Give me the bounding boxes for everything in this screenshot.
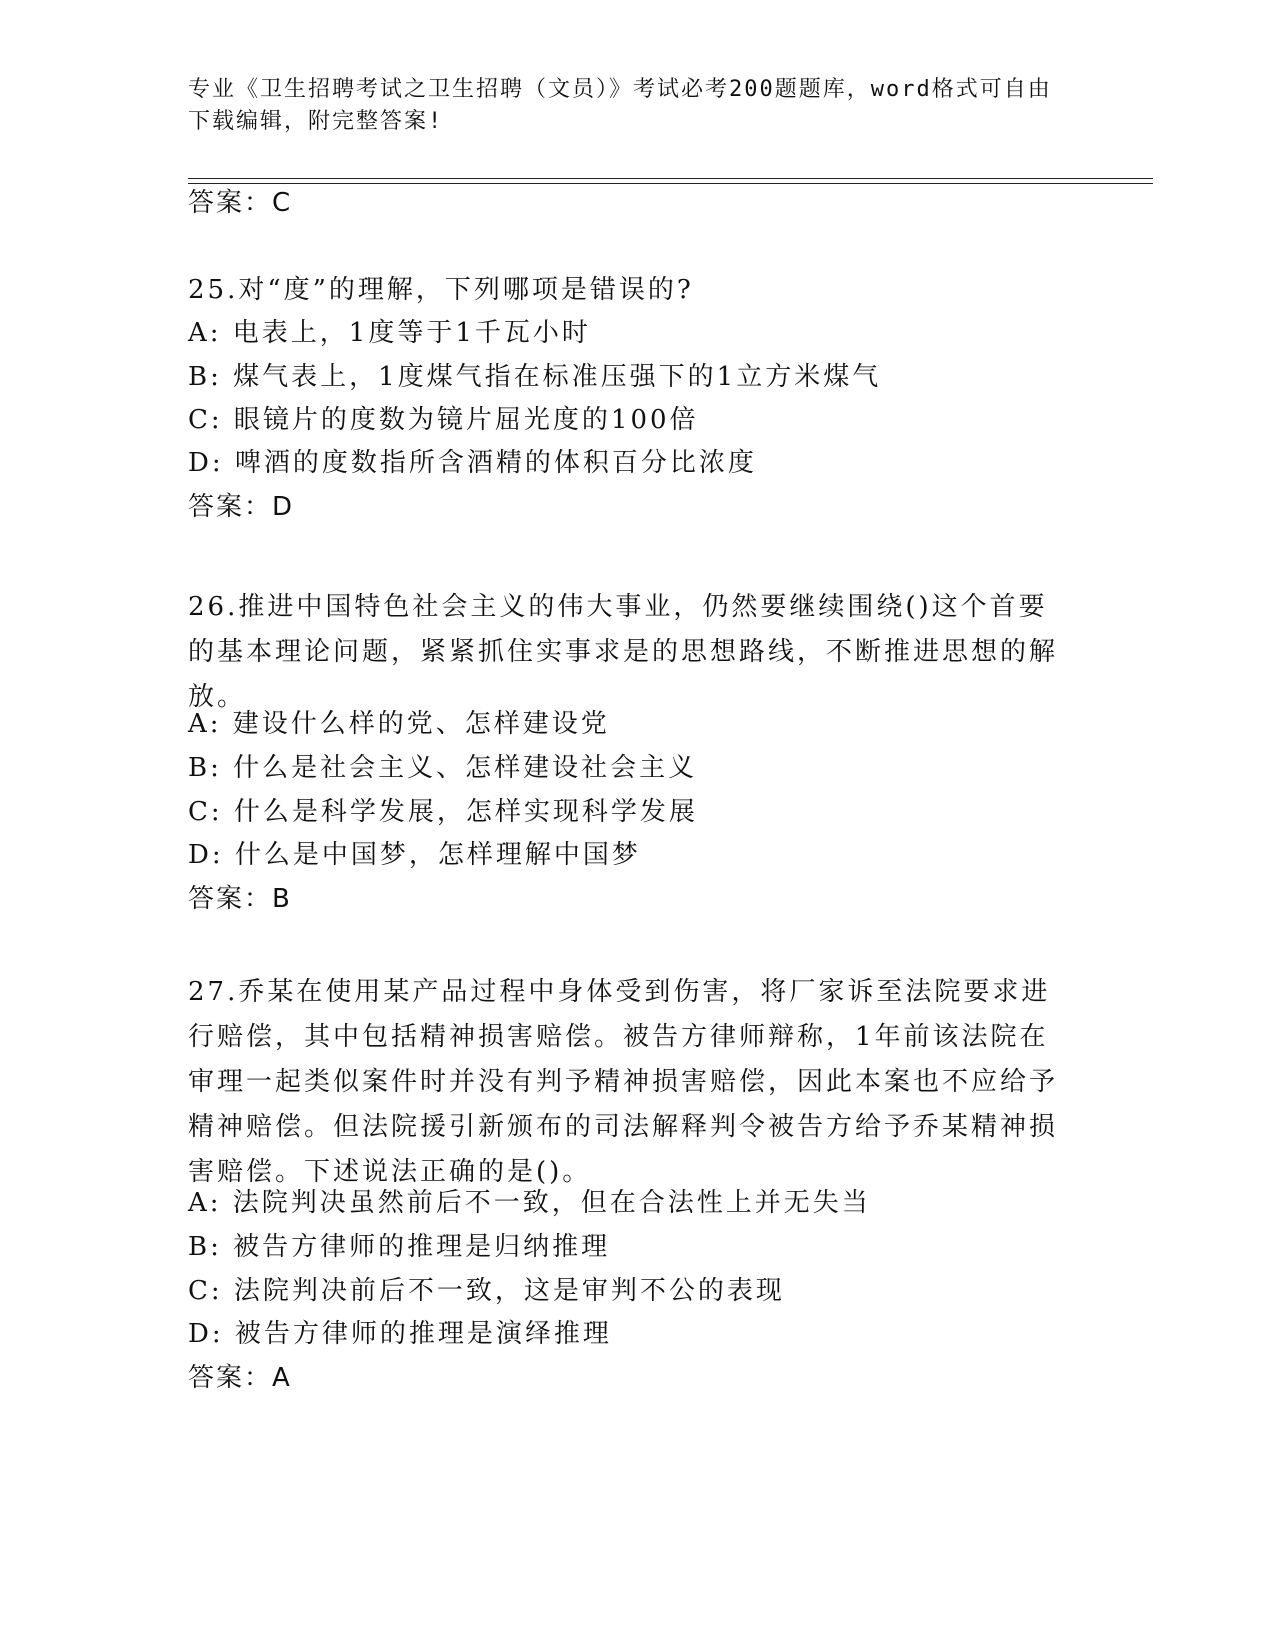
question-27-option-a: A: 法院判决虽然前后不一致，但在合法性上并无失当	[188, 1188, 871, 1218]
question-26-option-b: B: 什么是社会主义、怎样建设社会主义	[188, 753, 698, 783]
question-27-stem: 27.乔某在使用某产品过程中身体受到伤害，将厂家诉至法院要求进行赔偿，其中包括精神损害赔偿。被告方律师辩称，1年前该法院在审理一起类似案件时并没有判予精神损害赔偿，因此本案也不应给予精神赔偿。但法院援引新颁布的司法解释判令被告方给予乔某精神损害赔偿。下述说法正确的是()。	[188, 977, 1059, 1187]
question-26-stem: 26.推进中国特色社会主义的伟大事业，仍然要继续围绕()这个首要的基本理论问题，紧紧抓住实事求是的思想路线，不断推进思想的解放。	[188, 592, 1059, 712]
question-25-stem: 25.对“度”的理解，下列哪项是错误的?	[188, 275, 694, 305]
previous-answer: 答案：C	[188, 188, 293, 218]
question-25-answer: 答案：D	[188, 492, 295, 522]
question-27-option-b: B: 被告方律师的推理是归纳推理	[188, 1232, 611, 1262]
question-26-option-c: C: 什么是科学发展，怎样实现科学发展	[188, 797, 698, 827]
question-25-option-c: C: 眼镜片的度数为镜片屈光度的100倍	[188, 405, 699, 435]
question-27-answer: 答案：A	[188, 1363, 292, 1393]
header-divider	[188, 178, 1153, 179]
question-25-option-b: B: 煤气表上，1度煤气指在标准压强下的1立方米煤气	[188, 362, 882, 392]
question-27-option-d: D: 被告方律师的推理是演绎推理	[188, 1319, 612, 1349]
question-26-option-d: D: 什么是中国梦，怎样理解中国梦	[188, 840, 641, 870]
question-25-option-d: D: 啤酒的度数指所含酒精的体积百分比浓度	[188, 448, 757, 478]
question-27-option-c: C: 法院判决前后不一致，这是审判不公的表现	[188, 1276, 785, 1306]
header-divider-second	[188, 183, 1153, 184]
question-25-option-a: A: 电表上，1度等于1千瓦小时	[188, 318, 591, 348]
question-26-answer: 答案：B	[188, 884, 292, 914]
document-header: 专业《卫生招聘考试之卫生招聘（文员）》考试必考200题题库，word格式可自由下载编辑，附完整答案!	[188, 77, 1052, 134]
question-26-option-a: A: 建设什么样的党、怎样建设党	[188, 709, 610, 739]
